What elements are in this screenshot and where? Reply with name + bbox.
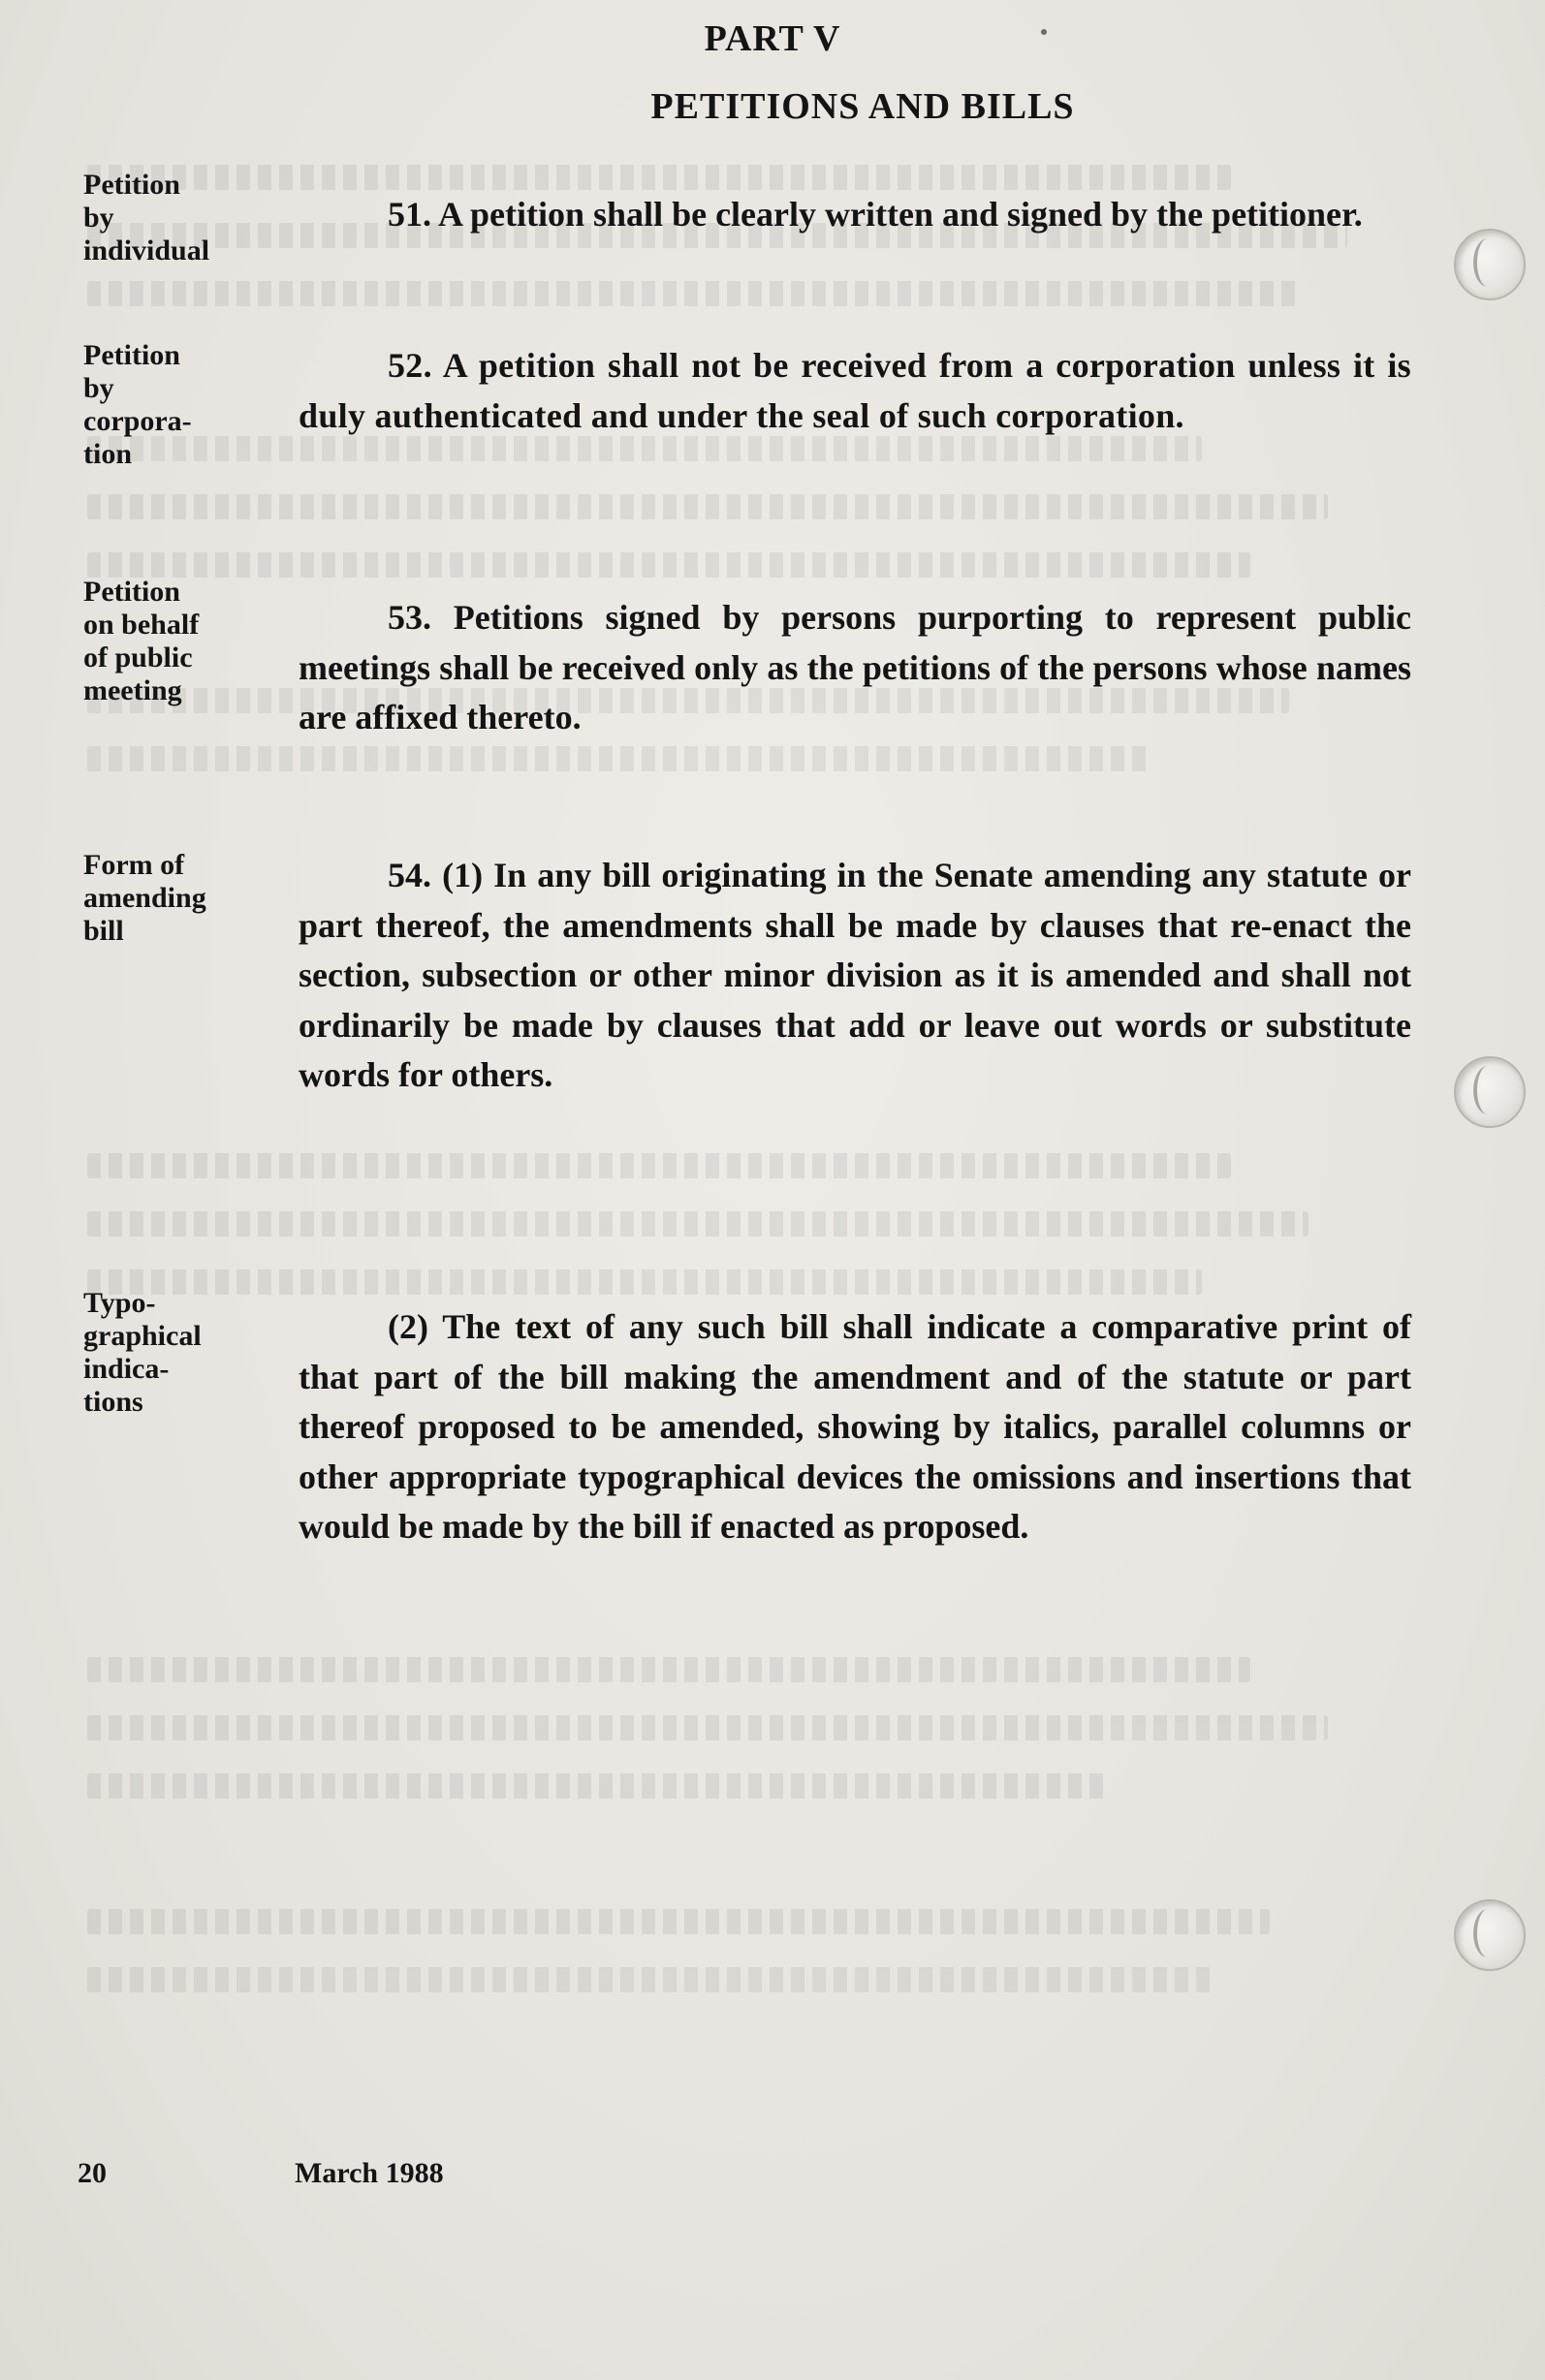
section-54-1 xyxy=(299,851,1411,1101)
margin-note-53: Petition on behalf of public meeting xyxy=(83,576,200,706)
section-text: A petition shall not be received from a corporation unless it is duly authenticated and under the seal of such corporation. xyxy=(299,346,1411,435)
margin-note-51: Petition by individual xyxy=(83,169,210,266)
section-text: A petition shall be clearly written and signed by the petitioner. xyxy=(438,195,1363,234)
margin-note-54: Form of amending bill xyxy=(83,849,206,947)
section-52 xyxy=(299,341,1411,441)
margin-note-54-2: Typo- graphical indica- tions xyxy=(83,1287,202,1418)
section-number: 52. xyxy=(388,346,432,385)
footer-date: March 1988 xyxy=(295,2157,444,2189)
section-text: (2) The text of any such bill shall indicate a comparative print of that part of the bill making the amendment and of the statute or part thereof proposed to be amended, showing by italics, parallel columns or other appropriate typographical devices the omissions and insertions that would be made by the bill if enacted as proposed. xyxy=(299,1307,1411,1546)
section-54-2 xyxy=(299,1302,1411,1552)
section-51 xyxy=(299,190,1411,240)
punch-hole-icon xyxy=(1454,229,1526,300)
part-title: PETITIONS AND BILLS xyxy=(650,86,1075,127)
section-number: 53. xyxy=(388,598,431,637)
section-text: (1) In any bill originating in the Senate amending any statute or part thereof, the amendments shall be made by clauses that re-enact the section, subsection or other minor division as it is amended and shall not ordinarily be made by clauses that add or leave out words or substitute words for others. xyxy=(299,856,1411,1094)
section-number: 51. xyxy=(388,195,431,234)
speck xyxy=(1041,29,1047,35)
margin-note-52: Petition by corpora- tion xyxy=(83,339,192,470)
section-number: 54. xyxy=(388,856,431,894)
section-53 xyxy=(299,593,1411,743)
page-number: 20 xyxy=(78,2157,107,2189)
section-text: Petitions signed by persons purporting to represent public meetings shall be received only as the petitions of the persons whose names are affixed thereto. xyxy=(299,598,1411,736)
punch-hole-icon xyxy=(1454,1899,1526,1971)
reverse-side-bleed-through xyxy=(87,145,1444,2277)
punch-hole-icon xyxy=(1454,1056,1526,1128)
part-heading: PART V xyxy=(704,18,841,59)
